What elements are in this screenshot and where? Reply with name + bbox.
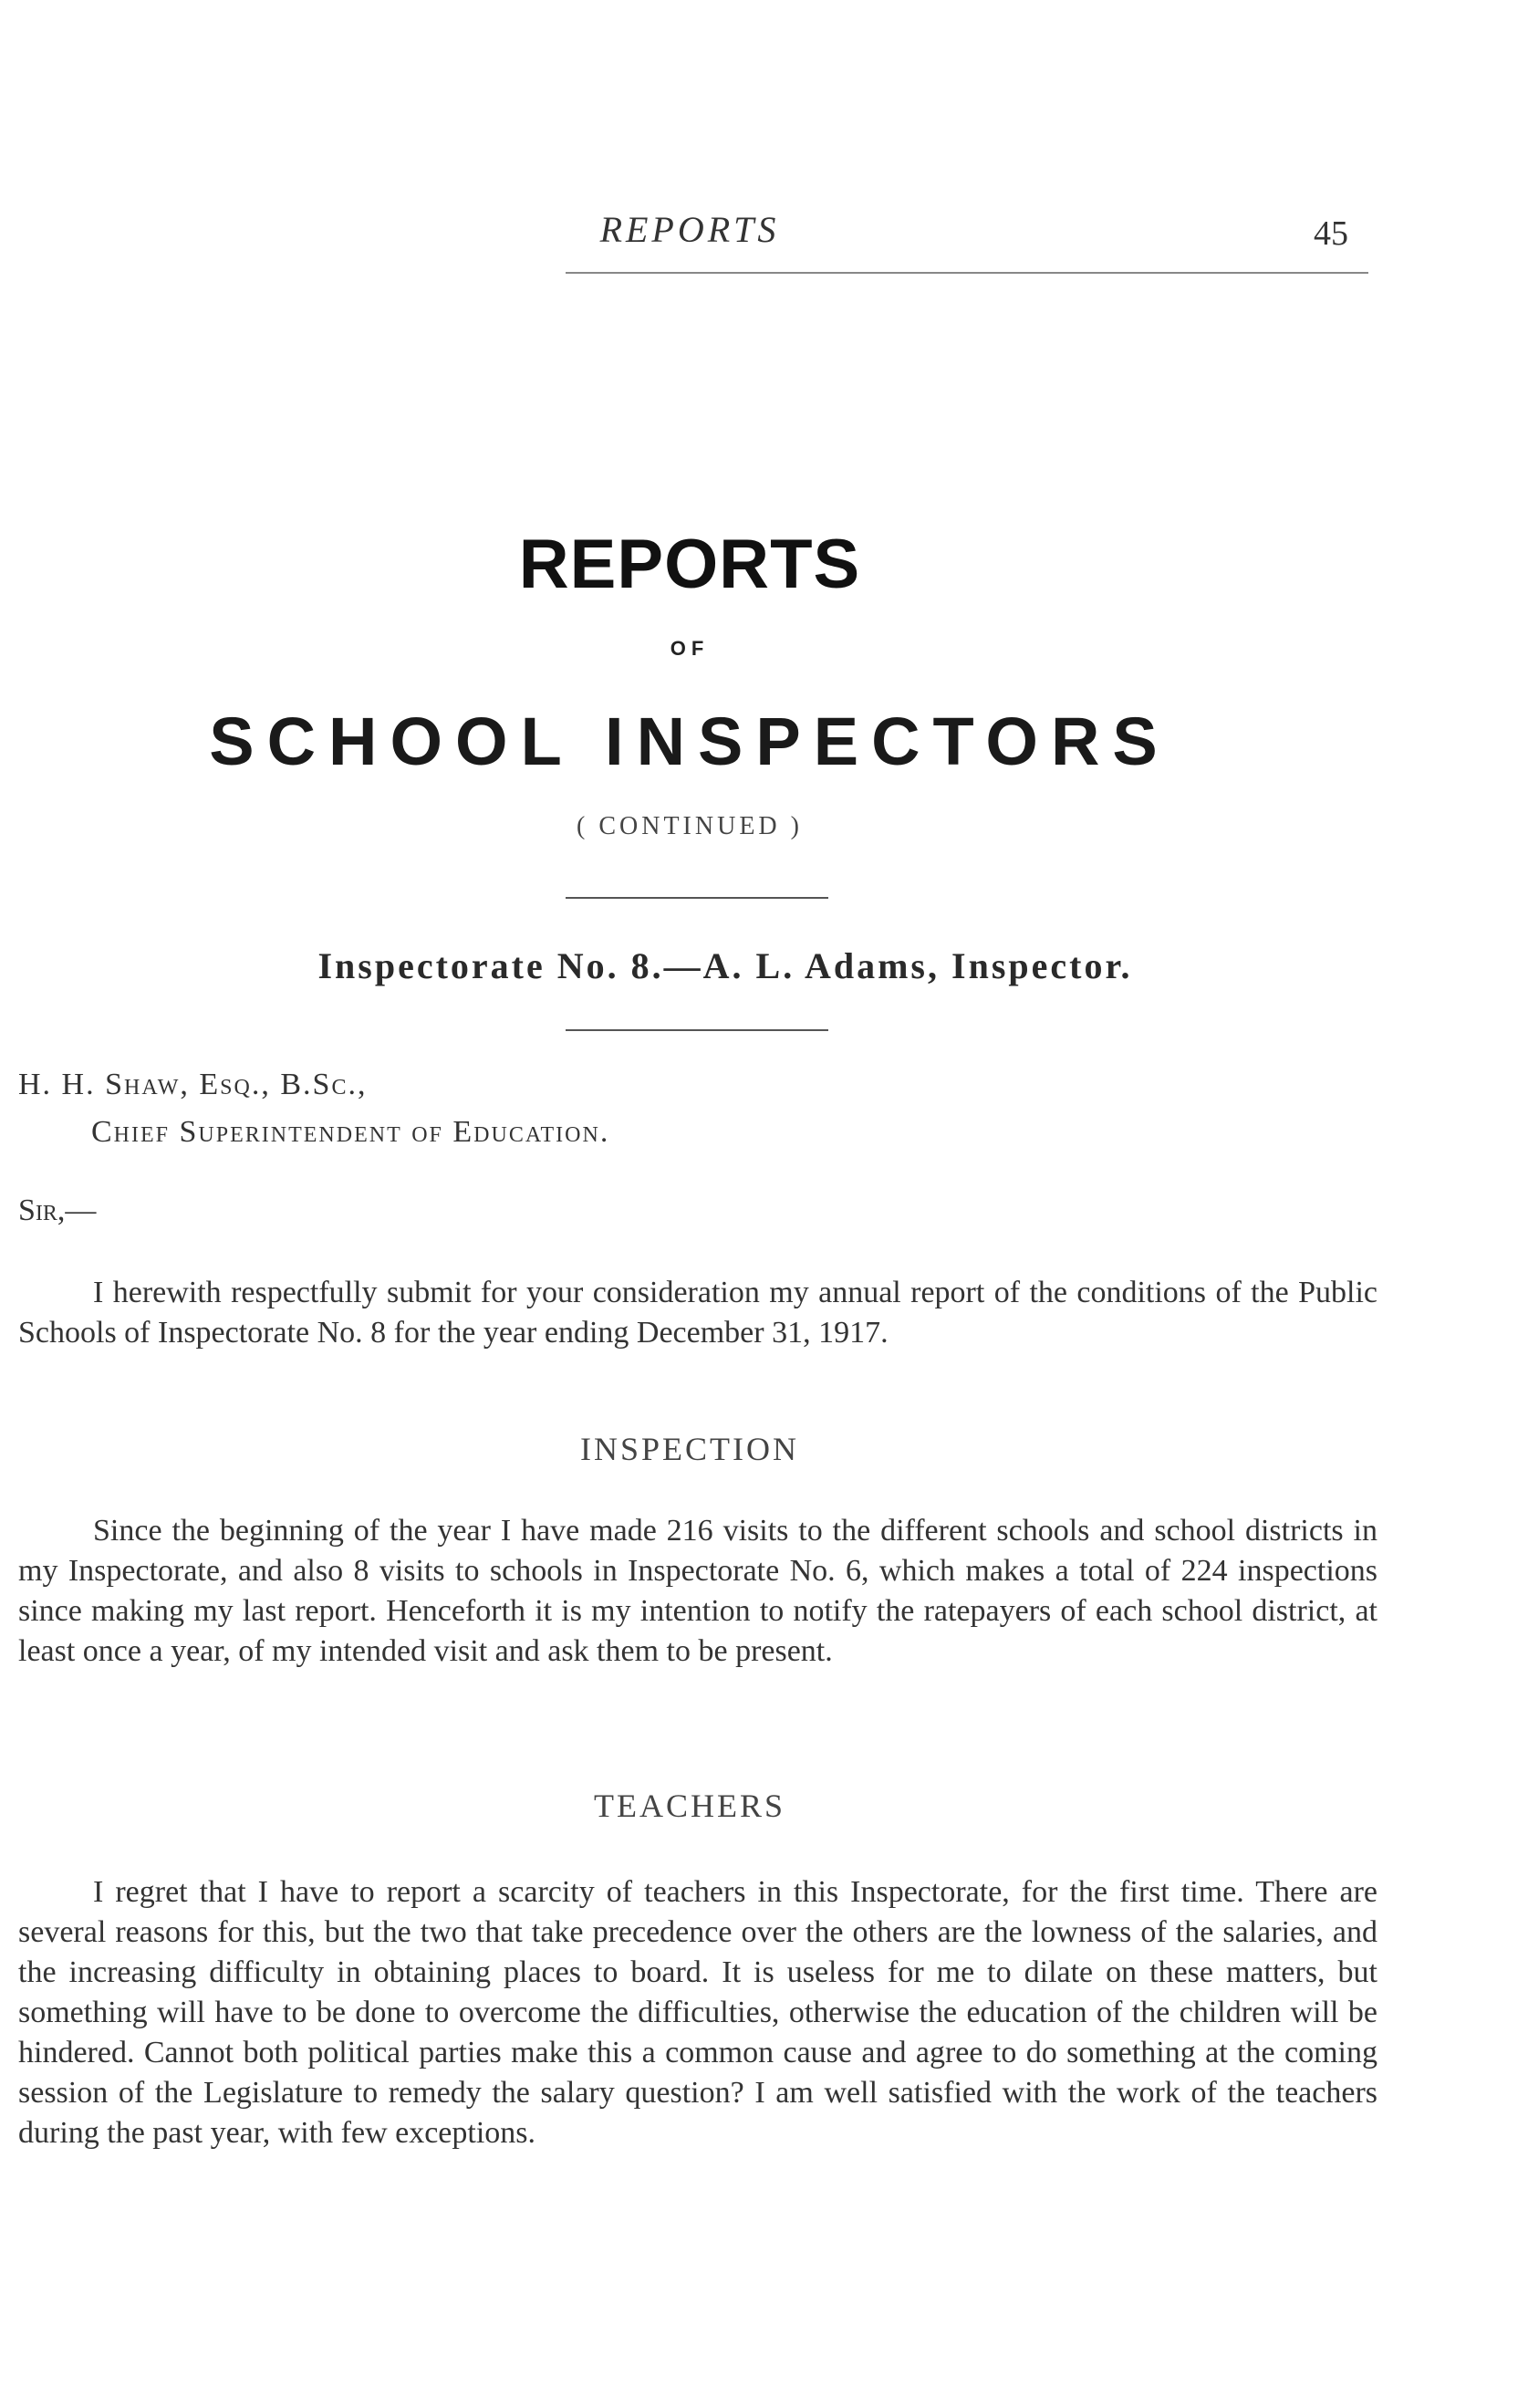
divider-rule xyxy=(566,1029,828,1031)
running-header xyxy=(0,208,1528,272)
header-rule xyxy=(566,272,1368,274)
section-heading-inspection: INSPECTION xyxy=(579,1431,799,1467)
salutation: Sir,— xyxy=(18,1194,97,1227)
section-heading-teachers: TEACHERS xyxy=(593,1788,785,1824)
addressee-title: Chief Superintendent of Education. xyxy=(91,1115,610,1149)
title-connector: OF xyxy=(670,637,710,660)
continued-note: ( CONTINUED ) xyxy=(577,812,803,840)
teachers-paragraph: I regret that I have to report a scarcity of teachers in this Inspectorate, for the first time. There are several reasons for this, but the two that take precedence over the others are the lowness of the salaries, and the increasing difficulty in obtaining places to board. It is useless for me to dilate on these matters, but something will have to be done to overcome the difficulties, otherwise the education of the children will be hindered. Cannot both political parties make this a common cause and agree to do something at the coming session of the Legislature to remedy the salary question? I am well satisfied with the work of the teachers during the past year, with few exceptions. xyxy=(18,1875,1377,2150)
inspectorate-heading: Inspectorate No. 8.—A. L. Adams, Inspector. xyxy=(317,945,1133,986)
intro-paragraph: I herewith respectfully submit for your consideration my annual report of the conditions of the Public Schools of Inspectorate No. 8 for the year ending December 31, 1917. xyxy=(18,1276,1377,1350)
divider-rule xyxy=(566,897,828,899)
page-number: 45 xyxy=(1314,214,1348,253)
document-subtitle: SCHOOL INSPECTORS xyxy=(209,704,1170,779)
running-header-title: REPORTS xyxy=(599,209,780,250)
inspection-paragraph: Since the beginning of the year I have made 216 visits to the different schools and school districts in my Inspectorate, and also 8 visits to schools in Inspectorate No. 6, which makes a total of 224 inspections since making my last report. Henceforth it is my intention to notify the ratepayers of each school district, at least once a year, of my intended visit and ask them to be present. xyxy=(18,1514,1377,1668)
document-title: REPORTS xyxy=(518,526,861,603)
addressee-name: H. H. Shaw, Esq., B.Sc., xyxy=(18,1068,368,1101)
